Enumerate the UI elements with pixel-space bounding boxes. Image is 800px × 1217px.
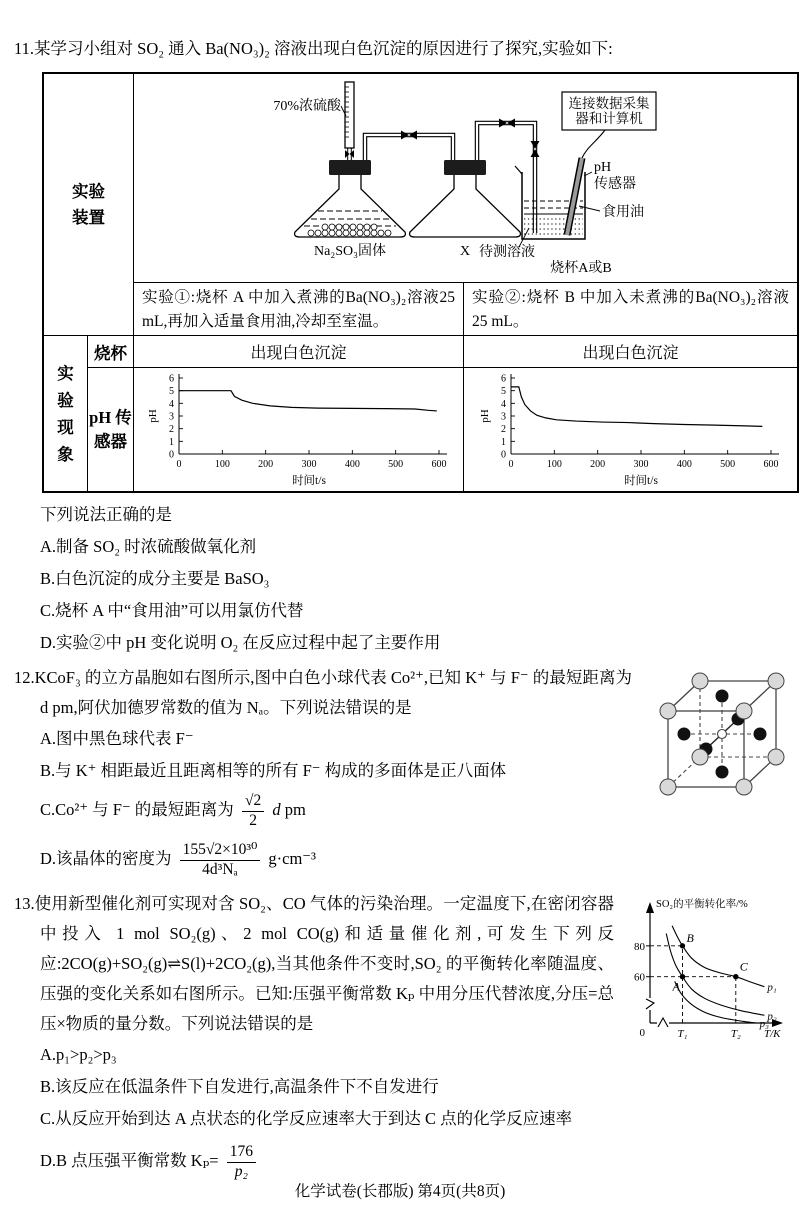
q13-option-d-fraction: $\frac{176}{\text{p₂}}$ [227,1143,256,1181]
svg-text:6: 6 [500,373,506,384]
svg-text:p₃: p₃ [759,1018,769,1030]
svg-text:200: 200 [589,458,605,470]
page-footer: 化学试卷(长郡版) 第4页(共8页) [294,1183,506,1200]
experiment2-cell: 实验②:烧杯 B 中加入未煮沸的Ba(NO₃)₂溶液 25 mL。 [464,283,797,336]
q12-option-c-unit: pm [280,800,306,819]
svg-text:4: 4 [168,398,174,410]
svg-text:B: B [686,930,694,945]
svg-text:pH: pH [478,408,491,423]
q12-option-d [14,833,790,885]
svg-text:时间t/s: 时间t/s [291,474,326,487]
svg-text:p₁: p₁ [767,981,777,994]
svg-text:3: 3 [168,411,174,422]
svg-text:1: 1 [500,436,506,448]
q12-option-d-fraction: $\frac{\text{155√2×10³⁰}}{\text{4d³Nₐ}}$ [180,841,261,879]
acid-label: 70%浓硫酸 [273,98,341,114]
apparatus-diagram-cell [134,74,797,283]
svg-text:6: 6 [168,373,174,384]
q12-option-c-fraction: $\frac{√2}{2}$ [242,792,264,830]
svg-text:2: 2 [500,423,506,435]
q12-option-c-text: C.Co²⁺ 与 F⁻ 的最短距离为 [40,800,234,819]
q11-option-c: C.烧杯 A 中“食用油”可以用氯仿代替 [40,601,304,620]
q12-option-b: B.与 K⁺ 相距最近且距离相等的所有 F⁻ 构成的多面体是正八面体 [40,761,507,780]
q11-lead: 下列说法正确的是 [40,505,172,524]
svg-text:0: 0 [168,449,174,460]
q12-option-a: A.图中黑色球代表 F⁻ [40,729,194,748]
svg-text:600: 600 [431,458,446,470]
svg-text:T₁: T₁ [677,1028,688,1040]
ph-sensor-label: pH 传感器 [89,407,132,451]
body-center-sphere [718,730,727,739]
flask-2 [410,175,521,237]
ph-probe-label1: pH [594,159,612,175]
q13-option-b: B.该反应在低温条件下自发进行,高温条件下不自发进行 [40,1077,439,1096]
q12-option-d-unit: g·cm⁻³ [268,849,316,868]
svg-text:5: 5 [168,385,174,397]
flask1-label: Na₂SO₃固体 [314,243,386,259]
observation2-cell: 出现白色沉淀 [464,336,797,368]
apparatus-label-cell [44,74,134,336]
q12-option-c-d: d [272,800,281,819]
svg-text:pH: pH [146,408,159,423]
question-12 [14,663,790,885]
svg-text:500: 500 [387,458,403,470]
svg-text:500: 500 [719,458,735,470]
valve-icon [499,118,515,127]
q11-stem: 11.某学习小组对 SO₂ 通入 Ba(NO₃)₂ 溶液出现白色沉淀的原因进行了探究,实验如下: [14,39,613,58]
ph-probe-label2: 传感器 [594,176,636,192]
flask2-label: X [459,243,471,259]
svg-text:300: 300 [633,458,648,470]
svg-text:1: 1 [168,436,174,448]
observation1-cell: 出现白色沉淀 [134,336,464,368]
oil-label: 食用油 [602,204,644,220]
question-13 [14,889,790,1187]
beaker-ab-label: 烧杯A或B [550,260,612,276]
svg-text:0: 0 [176,458,181,470]
svg-text:100: 100 [546,458,562,470]
box-label-line1: 连接数据采集 [568,95,650,111]
apparatus-diagram [135,75,796,282]
svg-text:400: 400 [344,458,360,470]
svg-text:5: 5 [500,385,506,397]
svg-text:100: 100 [214,458,230,470]
svg-text:A: A [672,979,680,994]
probe-wire [582,130,605,158]
ph-chart-beaker-b [473,370,789,490]
svg-text:4: 4 [500,398,506,410]
q11-option-a: A.制备 SO₂ 时浓硫酸做氧化剂 [40,537,257,556]
ph-chart-b-cell [464,368,797,491]
svg-text:T/K: T/K [764,1028,781,1040]
svg-text:80: 80 [634,940,645,953]
burette-stopcock [345,150,354,158]
q11-option-d: D.实验②中 pH 变化说明 O₂ 在反应过程中起了主要作用 [40,633,441,652]
q11-option-b: B.白色沉淀的成分主要是 BaSO₃ [40,569,270,588]
solution-label: 待测溶液 [479,244,535,260]
svg-text:60: 60 [634,971,645,984]
svg-text:600: 600 [763,458,778,470]
svg-text:0: 0 [639,1027,645,1039]
q11-experiment-table [42,72,799,493]
ph-sensor-label-cell [88,368,134,491]
q13-option-a: A.p₁>p₂>p₃ [40,1045,117,1064]
beaker-row-label-cell [88,336,134,368]
q13-option-d-text: D.B 点压强平衡常数 Kₚ= [40,1151,219,1170]
svg-text:3: 3 [500,411,506,422]
q13-option-c: C.从反应开始到达 A 点状态的化学反应速率大于到达 C 点的化学反应速率 [40,1109,573,1128]
svg-text:2: 2 [168,423,174,435]
svg-text:T₂: T₂ [730,1028,741,1040]
q13-stem: 13.使用新型催化剂可实现对含 SO₂、CO 气体的污染治理。一定温度下,在密闭容器中投入 1 mol SO₂(g)、2 mol CO(g)和适量催化剂,可发生下列反应:2CO(g)+SO₂(g)⇌S(l)+2CO₂(g),当其他条件不变时,SO₂ 的平衡转化率随温度、压强的变化关系如右图所示。已知:压强平衡常数 Kₚ 中用分压代替浓度,分压=总压×物质的量分数。下列说法错误的是 [14,894,614,1033]
experiment1-cell: 实验①:烧杯 A 中加入煮沸的Ba(NO₃)₂溶液25 mL,再加入适量食用油,冷却至室温。 [134,283,464,336]
q12-stem: 12.KCoF₃ 的立方晶胞如右图所示,图中白色小球代表 Co²⁺,已知 K⁺ 与 F⁻ 的最短距离为 d pm,阿伏加德罗常数的值为 Nₐ。下列说法错误的是 [14,668,632,717]
phenomenon-label-cell [44,336,88,491]
phenomenon-label: 实验现象 [57,363,74,464]
ph-chart-beaker-a [141,370,457,490]
apparatus-label: 实验装置 [72,181,105,227]
svg-text:0: 0 [500,449,506,460]
svg-text:300: 300 [301,458,316,470]
valve-icon [401,130,417,139]
svg-text:C: C [739,959,748,974]
ph-chart-a-cell [134,368,464,491]
svg-text:p₂: p₂ [767,1010,777,1023]
svg-text:SO₂的平衡转化率/%: SO₂的平衡转化率/% [656,899,748,910]
svg-text:时间t/s: 时间t/s [623,474,658,487]
svg-text:0: 0 [508,458,513,470]
svg-text:200: 200 [257,458,273,470]
stopper [329,160,371,175]
stopper [444,160,486,175]
conversion-rate-chart [620,895,788,1041]
crystal-cell-figure [638,665,788,817]
question-11 [14,34,790,659]
q12-option-d-text: D.该晶体的密度为 [40,849,172,868]
beaker-row-label: 烧杯 [94,343,127,363]
valve-icon [531,141,540,157]
box-label-line2: 器和计算机 [575,110,643,126]
svg-text:400: 400 [676,458,692,470]
beaker-spout [515,166,522,174]
